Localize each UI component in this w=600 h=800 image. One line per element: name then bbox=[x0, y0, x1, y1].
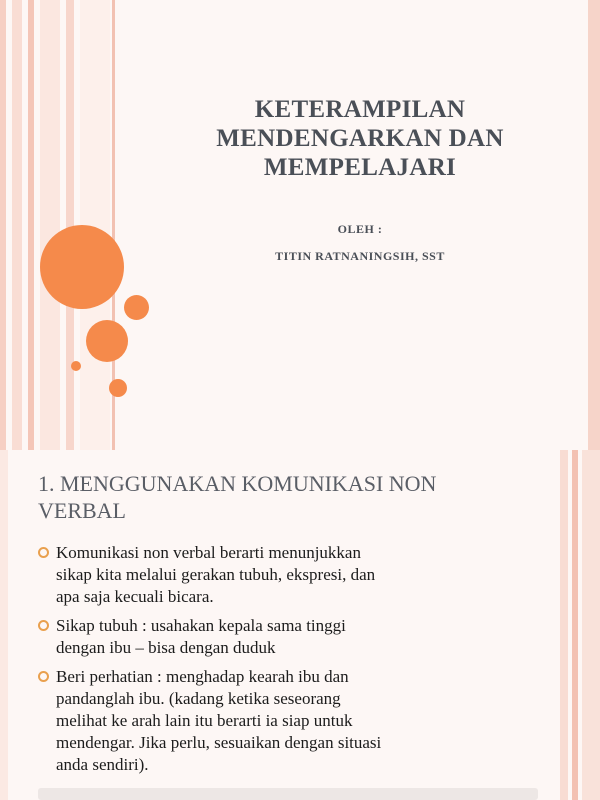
bullet-item bbox=[38, 615, 558, 659]
bullet-item bbox=[38, 542, 558, 608]
author-name: TITIN RATNANINGSIH, SST bbox=[275, 249, 445, 263]
bullet-line: anda sendiri). bbox=[56, 755, 149, 774]
by-label: OLEH : bbox=[337, 222, 383, 236]
bullet-line: Komunikasi non verbal berarti menunjukkan bbox=[56, 543, 361, 562]
slide-title-line: MEMPELAJARI bbox=[263, 154, 457, 181]
bullet-circle-icon bbox=[38, 671, 49, 682]
section-heading-line: 1. MENGGUNAKAN KOMUNIKASI NON bbox=[38, 471, 437, 496]
bullet-line: Sikap tubuh : usahakan kepala sama tinggi bbox=[56, 616, 346, 635]
decorative-circle-small bbox=[109, 379, 127, 397]
decorative-circle-tiny bbox=[71, 361, 81, 371]
slide-title-line: KETERAMPILAN bbox=[254, 96, 466, 123]
decorative-stripe bbox=[0, 450, 8, 800]
bullet-circle-icon bbox=[38, 620, 49, 631]
decorative-stripe bbox=[572, 450, 578, 800]
decorative-stripe bbox=[28, 0, 34, 450]
decorative-stripe bbox=[40, 0, 60, 450]
decorative-circle-medium bbox=[86, 320, 128, 362]
slide-title-line: MENDENGARKAN DAN bbox=[216, 125, 504, 152]
bullet-line: apa saja kecuali bicara. bbox=[56, 587, 214, 606]
section-heading bbox=[38, 470, 558, 524]
bullet-line: melihat ke arah lain itu berarti ia siap untuk bbox=[56, 711, 353, 730]
bullet-circle-icon bbox=[38, 547, 49, 558]
bullet-line: dengan ibu – bisa dengan duduk bbox=[56, 638, 276, 657]
bullet-line: sikap kita melalui gerakan tubuh, ekspresi, dan bbox=[56, 565, 376, 584]
bullet-list bbox=[38, 542, 558, 783]
bullet-line: mendengar. Jika perlu, sesuaikan dengan situasi bbox=[56, 733, 382, 752]
cut-off-text-line bbox=[38, 788, 538, 800]
bullet-item bbox=[38, 666, 558, 776]
decorative-stripe bbox=[560, 450, 568, 800]
decorative-stripe bbox=[588, 0, 600, 450]
content-slide bbox=[0, 450, 600, 800]
decorative-circle-large bbox=[40, 225, 124, 309]
section-heading-line: VERBAL bbox=[38, 498, 126, 523]
decorative-stripe bbox=[12, 0, 22, 450]
bullet-line: Beri perhatian : menghadap kearah ibu dan bbox=[56, 667, 349, 686]
bullet-line: pandanglah ibu. (kadang ketika seseorang bbox=[56, 689, 341, 708]
decorative-circle-small bbox=[124, 295, 149, 320]
decorative-stripe bbox=[582, 450, 600, 800]
decorative-stripe bbox=[0, 0, 6, 450]
slide-title bbox=[140, 95, 580, 182]
